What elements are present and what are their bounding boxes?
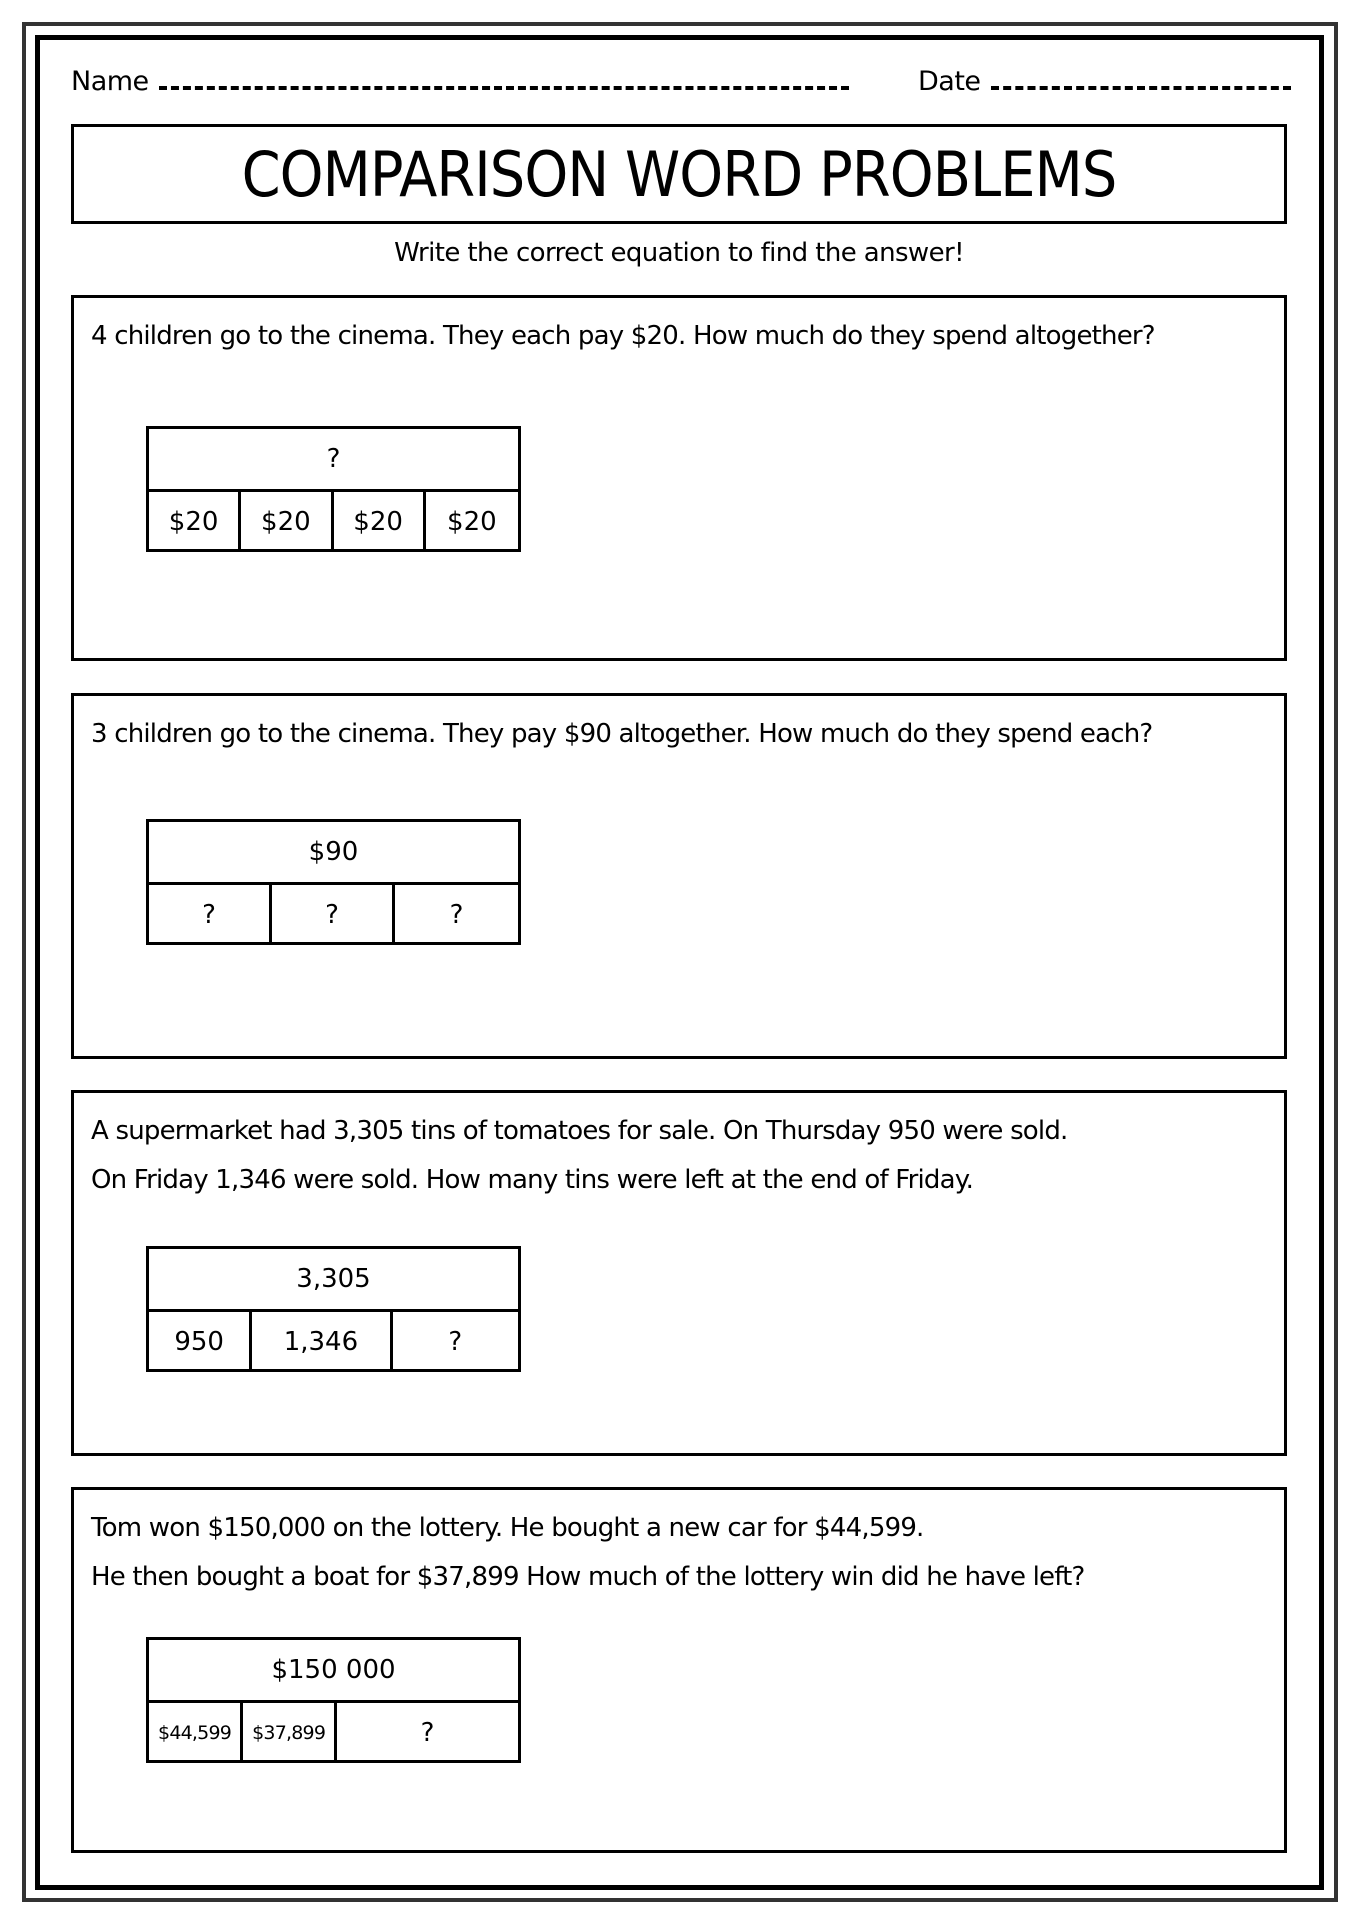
bar-part: $44,599 <box>149 1703 243 1763</box>
bar-part: 1,346 <box>252 1312 392 1372</box>
bar-part: ? <box>272 885 395 945</box>
bar-part: $20 <box>241 492 333 552</box>
problem-card-3 <box>71 1090 1287 1456</box>
problem-question <box>91 1504 1085 1602</box>
date-label: Date <box>918 66 981 97</box>
bar-part: 950 <box>149 1312 252 1372</box>
bar-model <box>146 426 521 552</box>
problem-question <box>91 1107 1068 1205</box>
bar-part: $20 <box>447 507 497 537</box>
question-line: 4 children go to the cinema. They each pay $20. How much do they spend altogether? <box>91 321 1155 351</box>
name-field[interactable] <box>71 66 849 97</box>
bar-part: $20 <box>149 492 241 552</box>
problem-card-1 <box>71 295 1287 661</box>
question-line: He then bought a boat for $37,899 How much of the lottery win did he have left? <box>91 1562 1085 1592</box>
bar-part: $37,899 <box>243 1703 337 1763</box>
problem-card-2 <box>71 693 1287 1059</box>
bar-whole: $90 <box>149 822 518 885</box>
bar-parts <box>149 885 518 945</box>
bar-part: $20 <box>334 492 426 552</box>
bar-parts <box>149 1703 518 1763</box>
name-blank-line[interactable] <box>159 68 849 90</box>
date-field[interactable] <box>918 66 1291 97</box>
bar-model <box>146 819 521 945</box>
bar-part: ? <box>449 900 464 930</box>
bar-part: ? <box>448 1327 463 1357</box>
page-title: COMPARISON WORD PROBLEMS <box>241 137 1117 211</box>
bar-whole: 3,305 <box>149 1249 518 1312</box>
bar-parts <box>149 1312 518 1372</box>
question-line: A supermarket had 3,305 tins of tomatoes for sale. On Thursday 950 were sold. <box>91 1116 1068 1146</box>
bar-parts <box>149 492 518 552</box>
bar-model <box>146 1246 521 1372</box>
instructions: Write the correct equation to find the answer! <box>394 238 964 268</box>
question-line: 3 children go to the cinema. They pay $90 altogether. How much do they spend each? <box>91 719 1153 749</box>
title-box <box>71 124 1287 224</box>
bar-whole: ? <box>149 429 518 492</box>
bar-whole: $150 000 <box>149 1640 518 1703</box>
problem-card-4 <box>71 1487 1287 1853</box>
bar-part: ? <box>420 1718 435 1748</box>
date-blank-line[interactable] <box>991 68 1291 90</box>
question-line: Tom won $150,000 on the lottery. He bought a new car for $44,599. <box>91 1513 924 1543</box>
problem-question <box>91 312 1155 361</box>
question-line: On Friday 1,346 were sold. How many tins were left at the end of Friday. <box>91 1165 974 1195</box>
problem-question <box>91 710 1152 759</box>
bar-model <box>146 1637 521 1763</box>
name-label: Name <box>71 66 149 97</box>
bar-part: ? <box>149 885 272 945</box>
